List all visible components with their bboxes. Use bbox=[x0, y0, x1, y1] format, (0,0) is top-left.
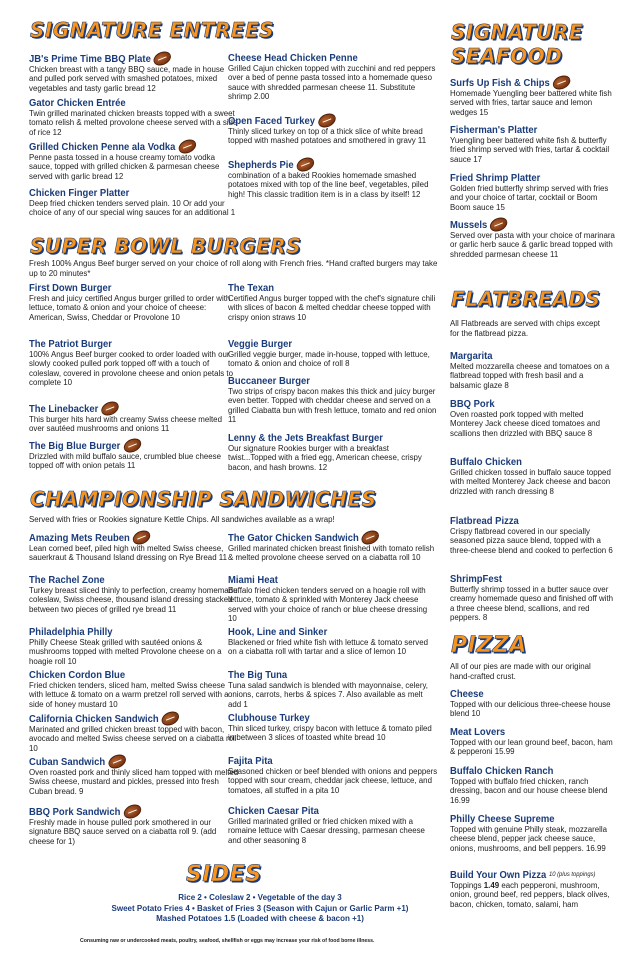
item-title-note: 10 (plus toppings) bbox=[548, 871, 596, 878]
item-desc: Lean corned beef, piled high with melted Swiss cheese, sauerkraut & Thousand Island dressing on Rye Bread 11 bbox=[29, 544, 227, 563]
menu-item bbox=[228, 338, 438, 369]
item-title: First Down Burger bbox=[29, 282, 112, 294]
item-title: The Linebacker bbox=[29, 402, 99, 415]
item-title: Gator Chicken Entrée bbox=[29, 97, 126, 109]
menu-item bbox=[228, 52, 438, 102]
item-title: Lenny & the Jets Breakfast Burger bbox=[228, 432, 383, 444]
item-title: JB's Prime Time BBQ Plate bbox=[29, 52, 151, 65]
item-title: Fisherman's Platter bbox=[450, 124, 538, 136]
item-desc: Thinly sliced turkey on top of a thick slice of white bread topped with mashed potatoes and smothered in gravy 11 bbox=[228, 127, 427, 146]
flatbreads-intro: All Flatbreads are served with chips except for the flatbread pizza. bbox=[450, 319, 600, 338]
item-title: California Chicken Sandwich bbox=[29, 712, 159, 725]
menu-item bbox=[228, 531, 438, 563]
menu-item bbox=[450, 350, 615, 390]
menu-item bbox=[29, 755, 239, 796]
menu-item bbox=[450, 172, 615, 212]
flatbreads-heading: FLATBREADS bbox=[451, 287, 601, 311]
item-title: BBQ Pork Sandwich bbox=[29, 805, 121, 818]
menu-item bbox=[450, 765, 615, 805]
item-desc: Grilled marinated chicken breast finished with tomato relish & melted provolone cheese served on a ciabatta roll 10 bbox=[228, 544, 435, 563]
item-desc: Oven roasted pork topped with melted Monterey Jack cheese diced tomatoes and scallions then drizzled with BBQ sauce 8 bbox=[450, 410, 601, 438]
item-title: Fajita Pita bbox=[228, 755, 273, 767]
menu-item bbox=[29, 140, 239, 181]
item-title: Open Faced Turkey bbox=[228, 114, 316, 127]
signature-seafood-heading-line1: SIGNATURE bbox=[451, 20, 584, 44]
item-desc: Two strips of crispy bacon makes this thick and juicy burger even better. Topped with cheddar cheese and served on a grilled Ciabatta bun with fresh lettuce, tomato and red onion 11 bbox=[228, 387, 437, 425]
item-desc: Freshly made in house pulled pork smothered in our signature BBQ sauce served on a ciabatta roll 9. (add cheese for 1) bbox=[29, 818, 217, 846]
menu-item bbox=[228, 755, 438, 795]
item-title: Cheese bbox=[450, 688, 484, 700]
item-title: Cheese Head Chicken Penne bbox=[228, 52, 358, 64]
item-desc: Our signature Rookies burger with a breakfast twist...Topped with a fried egg, American cheese, crispy bacon, and hash browns. 12 bbox=[228, 444, 422, 472]
item-title: Cuban Sandwich bbox=[29, 755, 106, 768]
sandwiches-intro: Served with fries or Rookies signature Kettle Chips. All sandwiches available as a wrap! bbox=[29, 515, 335, 524]
item-desc: Yuengling beer battered white fish & butterfly fried shrimp served with fries, tartar & cocktail sauce 17 bbox=[450, 136, 610, 164]
menu-item bbox=[450, 218, 615, 259]
item-title: Hook, Line and Sinker bbox=[228, 626, 328, 638]
super-bowl-burgers-heading: SUPER BOWL BURGERS bbox=[30, 234, 302, 258]
item-title: Miami Heat bbox=[228, 574, 278, 586]
item-desc: Buffalo fried chicken tenders served on a hoagie roll with lettuce, tomato & sprinkled with Monterey Jack cheese served with your choice of ranch or blue cheese dressing 10 bbox=[228, 586, 428, 624]
championship-sandwiches-heading: CHAMPIONSHIP SANDWICHES bbox=[30, 487, 377, 511]
item-desc: Golden fried butterfly shrimp served with fries and your choice of tartar, cocktail or Boom Boom sauce 15 bbox=[450, 184, 609, 212]
menu-item bbox=[29, 187, 239, 218]
item-desc: Served over pasta with your choice of marinara or garlic herb sauce & garlic bread topped with shredded parmesan cheese 11 bbox=[450, 231, 615, 259]
item-desc: Blackened or fried white fish with lettuce & tomato served on a ciabatta roll with tartar and a slice of lemon 10 bbox=[228, 638, 428, 657]
menu-item bbox=[29, 52, 239, 93]
burgers-intro: Fresh 100% Angus Beef burger served on your choice of roll along with French fries. *Hand crafted burgers may take up to 20 minutes* bbox=[29, 259, 438, 278]
item-title: The Big Tuna bbox=[228, 669, 288, 681]
menu-item bbox=[228, 626, 438, 657]
item-desc: Crispy flatbread covered in our specially seasoned pizza sauce blend, topped with a three-cheese blend and cooked to perfection 6 bbox=[450, 527, 613, 555]
item-title: BBQ Pork bbox=[450, 398, 495, 410]
item-desc: Marinated and grilled chicken breast topped with bacon, avocado and melted Swiss cheese served on a ciabatta roll 10 bbox=[29, 725, 237, 753]
item-title: ShrimpFest bbox=[450, 573, 502, 585]
menu-item bbox=[29, 626, 239, 666]
menu-item bbox=[29, 402, 239, 434]
menu-item bbox=[450, 726, 615, 757]
item-title: The Big Blue Burger bbox=[29, 439, 121, 452]
menu-item bbox=[450, 573, 615, 623]
item-desc bbox=[450, 881, 615, 909]
item-desc: Seasoned chicken or beef blended with onions and peppers topped with sour cream, cheddar jack cheese, lettuce, and tomatoes, all stuffed in a pita 10 bbox=[228, 767, 438, 795]
item-desc: Grilled veggie burger, made in-house, topped with lettuce, tomato & onion and choice of roll 8 bbox=[228, 350, 430, 369]
item-desc: Deep fried chicken tenders served plain. 10 Or add your choice of any of our special wing sauces for an additional 1 bbox=[29, 199, 236, 218]
disclaimer: Consuming raw or undercooked meats, poultry, seafood, shellfish or eggs may increase your risk of food borne illness. bbox=[80, 938, 375, 944]
item-desc: Chicken breast with a tangy BBQ sauce, made in house and pulled pork served with smashed potatoes, mixed vegetables and tasty garlic bread 12 bbox=[29, 65, 225, 93]
item-title: Clubhouse Turkey bbox=[228, 712, 310, 724]
item-desc: Fried chicken tenders, sliced ham, melted Swiss cheese with lettuce & tomato on a warm pretzel roll served with a side of honey mustard 10 bbox=[29, 681, 229, 709]
menu-item bbox=[29, 439, 239, 471]
item-title: Chicken Finger Platter bbox=[29, 187, 130, 199]
item-desc: Drizzled with mild buffalo sauce, crumbled blue cheese topped off with onion petals 11 bbox=[29, 452, 221, 471]
signature-seafood-heading-line2: SEAFOOD bbox=[451, 44, 563, 68]
item-title: Philadelphia Philly bbox=[29, 626, 113, 638]
item-title: Surfs Up Fish & Chips bbox=[450, 76, 550, 89]
item-desc: combination of a baked Rookies homemade smashed potatoes mixed with top of the line beef, vegetables, piled high! This classic tradition item is in a class by itself! 12 bbox=[228, 171, 429, 199]
item-title: Mussels bbox=[450, 218, 488, 231]
item-desc-prefix: Toppings bbox=[450, 881, 484, 890]
menu-item bbox=[29, 669, 239, 709]
item-desc: This burger hits hard with creamy Swiss cheese melted over sautéed mushrooms and onions 11 bbox=[29, 415, 222, 434]
item-desc: Penne pasta tossed in a house creamy tomato vodka sauce, topped with grilled chicken & parmesan cheese served with garlic bread 12 bbox=[29, 153, 220, 181]
menu-item bbox=[228, 375, 438, 425]
item-desc: Certified Angus burger topped with the chef's signature chili with slices of bacon & melted cheddar cheese topped with crispy onion straws 10 bbox=[228, 294, 436, 322]
menu-item bbox=[228, 805, 438, 845]
menu-item bbox=[29, 338, 239, 388]
item-desc: 100% Angus Beef burger cooked to order loaded with our slowly cooked pulled pork topped off with a touch of coleslaw, covered in provolone cheese and onion petals to complete 10 bbox=[29, 350, 233, 388]
menu-item bbox=[29, 97, 239, 137]
menu-item bbox=[450, 124, 615, 164]
menu-item bbox=[29, 712, 239, 753]
menu-item bbox=[228, 574, 438, 624]
item-title: Buffalo Chicken bbox=[450, 456, 522, 468]
item-desc: Homemade Yuengling beer battered white fish served with fries, tartar sauce and lemon wedges 15 bbox=[450, 89, 612, 117]
sides-line: Mashed Potatoes 1.5 (Loaded with cheese & bacon +1) bbox=[156, 914, 364, 923]
item-desc: Fresh and juicy certified Angus burger grilled to order with lettuce, tomato & onion and your choice of cheese: American, Swiss, Cheddar or Provolone 10 bbox=[29, 294, 231, 322]
item-desc: Turkey breast sliced thinly to perfection, creamy homemade coleslaw, Swiss cheese, thousand island dressing stacked between two pieces of grilled rye bread 11 bbox=[29, 586, 238, 614]
sides-heading: SIDES bbox=[186, 862, 262, 887]
item-desc: Grilled chicken tossed in buffalo sauce topped with melted Monterey Jack cheese and bacon drizzled with ranch dressing 8 bbox=[450, 468, 611, 496]
menu-item bbox=[228, 282, 438, 322]
item-title: The Gator Chicken Sandwich bbox=[228, 531, 359, 544]
item-title: Grilled Chicken Penne ala Vodka bbox=[29, 140, 176, 153]
item-title: Amazing Mets Reuben bbox=[29, 531, 130, 544]
item-desc: Topped with genuine Philly steak, mozzarella cheese blend, pepper jack cheese sauce, onions, mushrooms, and bell peppers. 16.99 bbox=[450, 825, 608, 853]
item-title: Buccaneer Burger bbox=[228, 375, 310, 387]
menu-item bbox=[228, 114, 438, 146]
menu-item bbox=[29, 531, 239, 563]
sides-list bbox=[40, 893, 480, 925]
item-title: The Patriot Burger bbox=[29, 338, 112, 350]
menu-item bbox=[29, 282, 239, 322]
item-title: Meat Lovers bbox=[450, 726, 506, 738]
item-desc: Twin grilled marinated chicken breasts topped with a sweet tomato relish & melted provolone cheese served with a side of rice 12 bbox=[29, 109, 238, 137]
menu-item bbox=[228, 158, 438, 199]
item-title: Chicken Cordon Blue bbox=[29, 669, 126, 681]
menu-item bbox=[450, 456, 615, 496]
item-desc: Topped with buffalo fried chicken, ranch dressing, bacon and our house cheese blend 16.99 bbox=[450, 777, 608, 805]
item-title: Buffalo Chicken Ranch bbox=[450, 765, 554, 777]
item-title: Flatbread Pizza bbox=[450, 515, 519, 527]
menu-item bbox=[29, 574, 239, 614]
menu-item bbox=[228, 432, 438, 472]
item-desc: Tuna salad sandwich is blended with mayonnaise, celery, onions, carrots, herbs & spices 7. Also available as melt add 1 bbox=[228, 681, 429, 709]
item-title: Fried Shrimp Platter bbox=[450, 172, 541, 184]
pizza-heading: PIZZA bbox=[451, 633, 527, 658]
menu-item bbox=[228, 669, 438, 709]
item-title: Build Your Own Pizza bbox=[450, 869, 547, 881]
menu-item bbox=[228, 712, 438, 743]
menu-item bbox=[450, 869, 615, 909]
item-title: Shepherds Pie bbox=[228, 158, 294, 171]
item-title: The Texan bbox=[228, 282, 275, 294]
item-desc: Butterfly shrimp tossed in a butter sauce over creamy homemade queso and finished off with a three cheese blend, scallions, and red peppers. 8 bbox=[450, 585, 614, 623]
item-title: Chicken Caesar Pita bbox=[228, 805, 319, 817]
item-desc: Grilled Cajun chicken topped with zucchini and red peppers over a bed of penne pasta tossed into a homemade queso sauce with shredded parmesan cheese 11. Substitute shrimp 2.00 bbox=[228, 64, 436, 102]
item-desc: Thin sliced turkey, crispy bacon with lettuce & tomato piled in between 3 slices of toasted white bread 10 bbox=[228, 724, 432, 743]
menu-item bbox=[450, 813, 615, 853]
item-desc: Topped with our lean ground beef, bacon, ham & pepperoni 15.99 bbox=[450, 738, 613, 757]
menu-item bbox=[450, 515, 615, 555]
sides-line: Sweet Potato Fries 4 • Basket of Fries 3 (Season with Cajun or Garlic Parm +1) bbox=[111, 903, 409, 913]
menu-item bbox=[29, 805, 239, 846]
item-title: The Rachel Zone bbox=[29, 574, 105, 586]
menu-item bbox=[450, 688, 615, 719]
menu-item bbox=[450, 76, 615, 117]
item-title: Margarita bbox=[450, 350, 493, 362]
sides-line: Rice 2 • Coleslaw 2 • Vegetable of the day 3 bbox=[178, 893, 342, 902]
item-title: Philly Cheese Supreme bbox=[450, 813, 555, 825]
item-desc: Oven roasted pork and thinly sliced ham topped with melted Swiss cheese, mustard and pickles, pressed into fresh Cuban bread. 9 bbox=[29, 768, 239, 796]
menu-item bbox=[450, 398, 615, 438]
item-desc: Melted mozzarella cheese and tomatoes on a flatbread topped with fresh basil and a balsamic glaze 8 bbox=[450, 362, 610, 390]
item-desc: Topped with our delicious three-cheese house blend 10 bbox=[450, 700, 611, 719]
item-desc-text: each pepperoni, mushroom, onion, ground beef, red peppers, black olives, bacon, chicken, tomato, salami, ham bbox=[450, 881, 610, 909]
item-desc-price: 1.49 bbox=[483, 881, 500, 890]
item-desc: Grilled marinated grilled or fried chicken mixed with a romaine lettuce with Caesar dressing, parmesan cheese and other seasoning 8 bbox=[228, 817, 425, 845]
item-desc: Philly Cheese Steak grilled with sautéed onions & mushrooms topped with melted Provolone cheese on a hoagie roll 10 bbox=[29, 638, 222, 666]
item-title: Veggie Burger bbox=[228, 338, 293, 350]
signature-entrees-heading: SIGNATURE ENTREES bbox=[30, 18, 275, 42]
pizza-intro: All of our pies are made with our original hand-crafted crust. bbox=[450, 662, 591, 681]
